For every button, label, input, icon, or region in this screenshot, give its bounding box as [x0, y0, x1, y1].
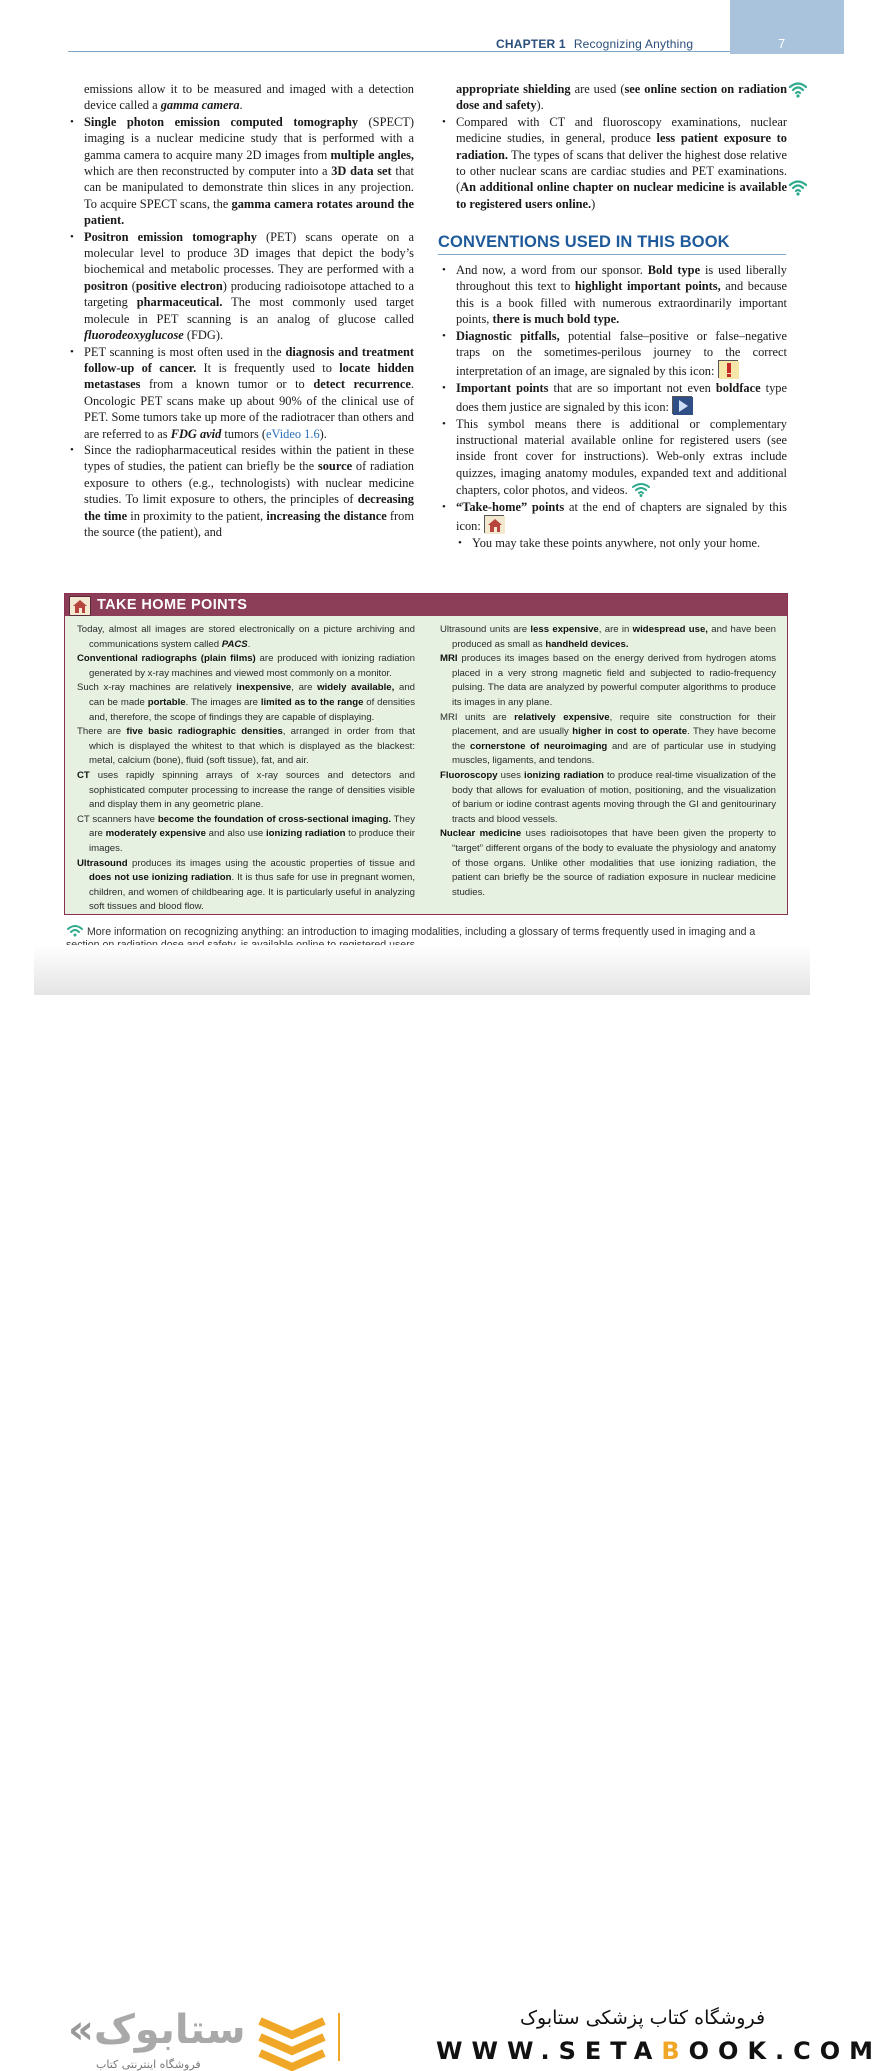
text-run: positron: [84, 278, 128, 293]
text-run: ).: [319, 426, 327, 441]
footer-divider: [338, 2013, 340, 2061]
text-run: to produce their images.: [89, 828, 415, 854]
text-run: tumors (: [221, 426, 267, 441]
book-stack-icon: [252, 2011, 332, 2067]
shop-name: فروشگاه کتاب پزشکی ستابوک: [520, 2007, 766, 2029]
text-run: Ultrasound: [77, 857, 128, 869]
text-run: Compared with CT and fluoroscopy examinations, nuclear medicine studies, in general, produce: [456, 114, 787, 146]
take-home-right: [440, 623, 776, 900]
text-run: fluorodeoxyglucose: [84, 328, 184, 343]
take-home-point: [77, 857, 415, 915]
list-item: [456, 262, 787, 328]
text-run: multiple angles,: [330, 147, 414, 162]
running-header: [496, 37, 693, 51]
text-run: less patient exposure to radiation.: [456, 131, 787, 162]
text-run: are produced with ionizing radiation generated by x-ray machines and viewed most commonly on a monitor.: [89, 653, 416, 679]
wifi-icon[interactable]: [788, 178, 808, 196]
text-run: that are so important not even: [548, 380, 716, 395]
house-icon: [69, 596, 91, 616]
text-run: MRI units are: [440, 711, 515, 723]
text-run: MRI: [440, 653, 458, 665]
text-run: decreasing the time: [84, 492, 414, 523]
list-item: [456, 114, 787, 212]
text-run: produces its images using the acoustic properties of tissue and: [127, 857, 415, 869]
text-run: Important points: [456, 380, 549, 395]
text-run: moderately expensive: [105, 828, 206, 840]
text-run: widespread use,: [632, 624, 708, 635]
text-run: positive electron: [135, 278, 223, 293]
text-run: . The images are: [185, 696, 261, 708]
text-run: portable: [147, 696, 186, 708]
chapter-label: CHAPTER 1: [496, 37, 566, 51]
text-run: produces its images based on the energy derived from hydrogen atoms placed in a very strong magnetic field and subjected to radio-frequency pulsing. The data are analyzed by powerful computer algorithms to produce its images in any plane.: [452, 653, 776, 708]
text-run: ) producing radioisotope attached to a targeting: [84, 278, 414, 310]
text-run: does not use ionizing radiation: [89, 872, 232, 884]
take-home-point: [77, 623, 415, 652]
text-run: is used liberally throughout this text to: [456, 263, 787, 294]
text-run: ): [591, 196, 596, 211]
take-home-point: [440, 623, 776, 652]
text-run: limited as to the range: [260, 696, 364, 708]
left-intro: emissions allow it to be measured and imaged with a detection device called a gamma camera.: [84, 82, 414, 113]
text-run: , require site construction for their placement, and are usually: [452, 711, 776, 738]
text-run: Positron emission tomography: [84, 229, 257, 244]
list-item: [84, 114, 414, 229]
page-shadow: [34, 945, 810, 995]
text-run: ionizing radiation: [524, 769, 604, 781]
list-item: [456, 380, 787, 416]
exclamation-icon: [718, 360, 738, 378]
text-run: relatively expensive: [514, 711, 610, 723]
text-run: from a known tumor or to: [140, 377, 314, 392]
text-run: there is much bold type.: [492, 312, 620, 327]
text-run: five basic radiographic densities: [126, 726, 283, 738]
text-run: They are: [89, 813, 415, 840]
list-item: [456, 328, 787, 380]
text-run: higher in cost to operate: [572, 726, 688, 738]
wifi-icon[interactable]: [66, 923, 84, 937]
take-home-left: [77, 623, 415, 915]
list-item: [456, 416, 787, 499]
text-run: which are then reconstructed by computer into a: [84, 164, 332, 179]
video-link[interactable]: eVideo 1.6: [266, 426, 320, 441]
text-run: Fluoroscopy: [440, 769, 498, 781]
text-run: cornerstone of neuroimaging: [470, 740, 608, 752]
text-run: of densities and, therefore, the scope of findings they are capable of displaying.: [89, 696, 416, 723]
take-home-point: [77, 681, 415, 725]
text-run: that can be manipulated to demonstrate thin slices in any projection. To acquire SPECT scans, the: [84, 164, 414, 211]
text-run: PACS: [221, 638, 248, 650]
sub-bullet: • You may take these points anywhere, not only your home.: [472, 535, 787, 551]
list-item: [84, 344, 414, 442]
text-run: inexpensive: [236, 682, 292, 694]
footer-banner: [0, 995, 882, 2071]
text-run: see online section on radiation dose and safety: [456, 82, 787, 113]
text-run: PET scanning is most often used in the: [84, 344, 286, 359]
text-run: pharmaceutical.: [136, 295, 223, 310]
text-run: There are: [77, 726, 127, 738]
text-run: . They have become the: [452, 726, 776, 752]
header-rule: [68, 51, 730, 52]
text-run: gamma camera rotates around the patient.: [84, 196, 414, 228]
text-run: . It is thus safe for use in pregnant women, children, and women of childbearing age. It is particularly useful in analyzing soft tissues and blood flow.: [89, 872, 415, 913]
text-run: and because this is a book filled with numerous extraordinarily important points,: [456, 279, 787, 327]
arrow-icon: [672, 396, 692, 414]
text-run: (FDG).: [183, 328, 224, 343]
text-run: An additional online chapter on nuclear medicine is available to registered users online.: [456, 180, 787, 211]
text-run: Bold type: [647, 263, 701, 277]
take-home-point: [77, 725, 415, 769]
page-number: 7: [778, 36, 786, 51]
text-run: CT: [77, 769, 90, 781]
left-column: [84, 81, 414, 540]
text-run: and also use: [205, 828, 266, 840]
text-run: uses: [497, 769, 525, 781]
house-icon: [484, 515, 504, 533]
text-run: handheld devices.: [545, 638, 629, 650]
text-run: Single photon emission computed tomography: [84, 114, 359, 129]
text-run: from the source (the patient), and: [84, 508, 415, 539]
text-run: ionizing radiation: [265, 828, 346, 840]
text-run: “Take-home” points: [456, 499, 565, 514]
take-home-point: [440, 711, 776, 769]
take-home-point: [440, 652, 776, 710]
take-home-point: [440, 769, 776, 827]
text-run: type does them justice are signaled by this icon:: [456, 380, 787, 415]
text-run: to produce real-time visualization of the body that allows for evaluation of motion, positioning, and the visualization of barium or iodine contrast agents moving through the GI and genitourinary tracts and blood vessels.: [452, 769, 776, 825]
text-run: Diagnostic pitfalls,: [456, 328, 560, 343]
conventions-list: [456, 262, 787, 551]
text-run: ).: [536, 98, 544, 113]
take-home-title: TAKE HOME POINTS: [97, 597, 248, 613]
text-run: The types of scans that deliver the highest dose relative to other nuclear scans are cardiac studies and PET examinations. (: [456, 147, 787, 195]
text-run: detect recurrence: [313, 377, 411, 392]
text-run: Nuclear medicine: [440, 828, 522, 840]
text-run: (: [127, 278, 136, 293]
list-item: [84, 442, 414, 540]
text-run: highlight important points,: [574, 279, 721, 294]
text-run: and are of particular use in studying muscles, ligaments, and tendons.: [452, 740, 776, 767]
take-home-header: [65, 594, 787, 616]
text-run: diagnosis and treatment follow-up of cancer.: [84, 344, 414, 375]
text-run: CT scanners have: [77, 813, 158, 825]
site-logo[interactable]: «ستابوک: [68, 2007, 246, 2053]
text-run: and have been produced as small as: [452, 624, 776, 650]
text-run: This symbol means there is additional or complementary instructional material available online for registered users (see inside front cover for instructions). Web-only extras include quizzes, imaging anatomy modules, expanded text and additional chapters, color photos, and videos.: [456, 416, 787, 498]
left-bullets: [84, 114, 414, 541]
text-run: locate hidden metastases: [84, 360, 414, 392]
text-run: (PET) scans operate on a molecular level to produce 3D images that depict the body’s biochemical and metabolic processes. They are performed with a: [84, 229, 414, 277]
text-run: (SPECT) imaging is a nuclear medicine study that is performed with a gamma camera to acquire many 2D images from: [84, 114, 414, 162]
conventions-bullets: [456, 262, 787, 535]
take-home-box: [64, 593, 788, 915]
text-run: Such x-ray machines are relatively: [77, 682, 237, 694]
text-run: of radiation exposure to others (e.g., technologists) with nuclear medicine studies. To limit exposure to others, the principles of: [84, 459, 415, 507]
right-column-top: [456, 81, 787, 212]
text-run: in proximity to the patient,: [127, 508, 267, 523]
text-run: boldface: [715, 380, 761, 395]
text-run: Today, almost all images are stored electronically on a picture archiving and communications system called: [77, 624, 415, 650]
wifi-icon[interactable]: [788, 80, 808, 98]
section-title: CONVENTIONS USED IN THIS BOOK: [438, 233, 730, 251]
text-run: uses rapidly spinning arrays of x-ray sources and detectors and sophisticated computer processing to increase the range of densities visible and display them in any geometric plane.: [89, 769, 415, 811]
right-continuation: [456, 81, 787, 114]
wifi-icon: [631, 481, 651, 497]
text-run: potential false–positive or false–negative traps on the sometimes-perilous journey to the correct interpretation of an image, are signaled by this icon:: [456, 328, 787, 379]
take-home-point: [77, 769, 415, 813]
text-run: , are: [291, 682, 318, 694]
text-run: source: [317, 459, 353, 474]
take-home-point: [77, 813, 415, 857]
chapter-title: Recognizing Anything: [573, 37, 694, 51]
text-run: It is frequently used to: [196, 360, 340, 375]
text-run: Conventional radiographs (plain films): [77, 653, 256, 665]
text-run: widely available,: [317, 682, 395, 694]
text-run: become the foundation of cross-sectional imaging.: [157, 813, 392, 825]
take-home-point: [77, 652, 415, 681]
more-info-note: More information on recognizing anything: an introduction to imaging modalities, including a glossary of terms frequently used in imaging and a: [66, 923, 786, 952]
logo-subtitle: فروشگاه اینترنتی کتاب: [96, 2058, 201, 2071]
text-run: are used (: [570, 82, 625, 96]
list-item: [84, 229, 414, 344]
text-run: and can be made: [89, 682, 415, 708]
text-run: , arranged in order from that which is displayed the whitest to that which is displayed as the blackest: metal, calcium (bone), fluid (soft tissue), fat, and air.: [89, 726, 416, 767]
text-run: 3D data set: [331, 164, 392, 179]
text-run: .: [247, 638, 251, 650]
section-rule: [438, 254, 786, 255]
text-run: The most commonly used target molecule in PET scanning is an analog of glucose called: [84, 295, 414, 326]
text-run: FDG avid: [170, 426, 222, 441]
text-run: , are in: [598, 624, 633, 635]
text-run: And now, a word from our sponsor.: [456, 263, 648, 277]
text-run: Ultrasound units are: [440, 624, 531, 635]
take-home-point: [440, 827, 776, 900]
list-item: [456, 499, 787, 535]
text-run: less expensive: [530, 624, 599, 635]
text-run: at the end of chapters are signaled by this icon:: [456, 499, 787, 534]
text-run: appropriate shielding: [456, 82, 571, 96]
page-number-tab: [730, 0, 844, 54]
text-run: uses radioisotopes that have been given the property to “target” different organs of the body to evaluate the physiology and anatomy of those organs. Unlike other modalities that use ionizing radiation, the patient can briefly be the source of radiation exposure in nuclear medicine studies.: [452, 828, 777, 898]
text-run: Since the radiopharmaceutical resides within the patient in these types of studies, the patient can briefly be the: [84, 442, 414, 474]
shop-url[interactable]: WWW.SETABOOK.COM: [436, 2037, 882, 2065]
text-run: . Oncologic PET scans make up about 90% of the clinical use of PET. Some tumors take up more of the radiotracer than others and are referred to as: [84, 377, 414, 441]
right-bullets: [456, 114, 787, 212]
text-run: increasing the distance: [266, 508, 387, 523]
